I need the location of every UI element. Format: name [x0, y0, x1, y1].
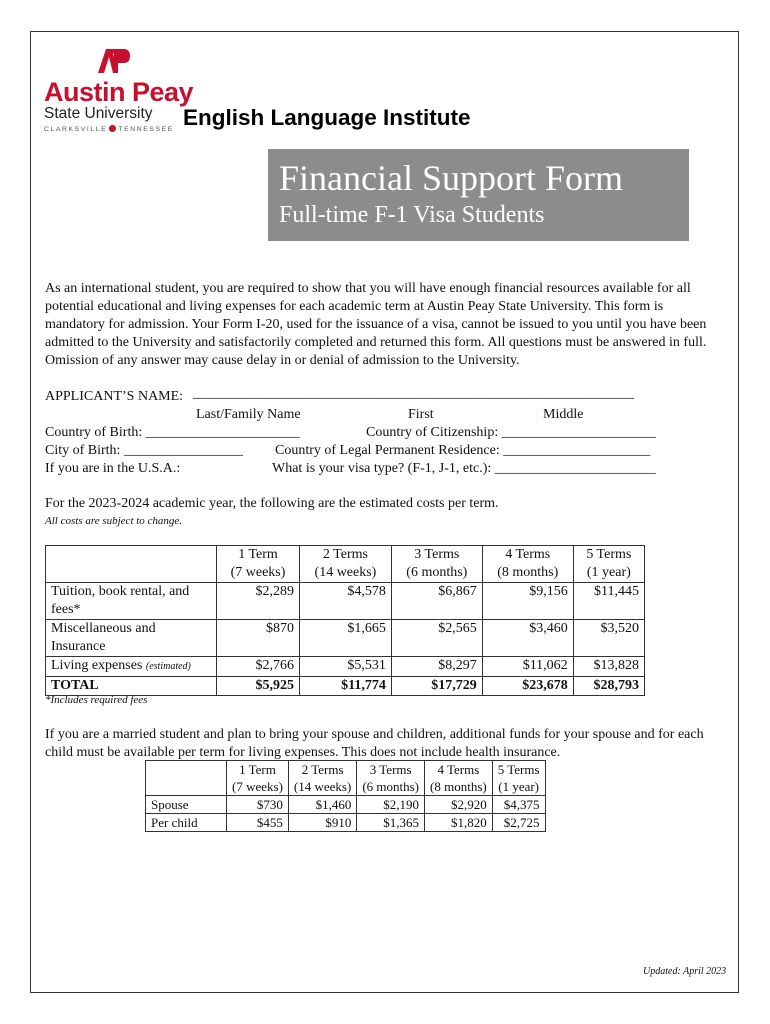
- cost-cell: $1,665: [300, 620, 392, 657]
- table-row: [46, 657, 645, 677]
- seal-icon: [109, 125, 116, 132]
- header-cell: 5 Terms (1 year): [492, 761, 545, 796]
- updated-date: Updated: April 2023: [643, 966, 727, 977]
- header-cell: 2 Terms (14 weeks): [300, 546, 392, 583]
- estimated-note: (estimated): [145, 661, 191, 672]
- in-usa-label: If you are in the U.S.A.:: [45, 461, 181, 476]
- visa-type-field[interactable]: What is your visa type? (F-1, J-1, etc.): _______________________: [272, 461, 656, 476]
- intro-paragraph: As an international student, you are required to show that you will have enough financial resources available for all potential educational and living expenses for each academic term at Austin Peay State University. This form is mandatory for admission. Your Form I-20, used for the issuance of a visa, cannot be issued to you until you have been admitted to the University and satisfactorily completed and returned this form. All questions must be answered in full. Omission of any answer may cause delay in or denial of admission to the University.: [45, 281, 707, 368]
- header-cell: 5 Terms (1 year): [573, 546, 644, 583]
- costs-note: All costs are subject to change.: [45, 515, 183, 527]
- cost-cell: $3,520: [573, 620, 644, 657]
- table-header-row: [146, 761, 546, 796]
- header-cell: 3 Terms (6 months): [391, 546, 482, 583]
- middle-name-caption: Middle: [543, 407, 584, 422]
- country-of-citizenship-field[interactable]: Country of Citizenship: ______________________: [366, 425, 656, 440]
- row-label-tuition: Tuition, book rental, and fees*: [46, 583, 217, 620]
- country-of-birth-field[interactable]: Country of Birth: ______________________: [45, 425, 300, 440]
- total-cell: $11,774: [300, 677, 392, 696]
- total-row: [46, 677, 645, 696]
- cost-cell: $4,375: [492, 796, 545, 814]
- header-cell: 4 Terms (8 months): [425, 761, 493, 796]
- cost-cell: $11,062: [482, 657, 573, 677]
- first-name-caption: First: [408, 407, 434, 422]
- cost-cell: $2,766: [217, 657, 300, 677]
- costs-intro: For the 2023-2024 academic year, the following are the estimated costs per term.: [45, 496, 499, 511]
- permanent-residence-field[interactable]: Country of Legal Permanent Residence: _____________________: [275, 443, 651, 458]
- cost-cell: $11,445: [573, 583, 644, 620]
- table-row: [146, 814, 546, 832]
- cost-cell: $13,828: [573, 657, 644, 677]
- logo-state: TENNESSEE: [118, 126, 174, 133]
- cost-cell: $730: [227, 796, 289, 814]
- applicant-name-label: APPLICANT’S NAME:: [45, 389, 184, 404]
- ap-monogram-icon: [96, 47, 130, 73]
- cost-cell: $1,365: [357, 814, 425, 832]
- header-blank-cell: [146, 761, 227, 796]
- cost-cell: $2,920: [425, 796, 493, 814]
- total-cell: $28,793: [573, 677, 644, 696]
- cost-cell: $910: [288, 814, 356, 832]
- logo-city: CLARKSVILLE: [44, 126, 108, 133]
- row-label-spouse: Spouse: [146, 796, 227, 814]
- form-title-box: [268, 149, 689, 241]
- costs-footnote: *Includes required fees: [45, 694, 148, 706]
- cost-cell: $9,156: [482, 583, 573, 620]
- applicant-name-field[interactable]: _______________________________________________________________: [193, 386, 634, 401]
- cost-cell: $4,578: [300, 583, 392, 620]
- total-cell: $5,925: [217, 677, 300, 696]
- logo-location: [44, 125, 184, 133]
- cost-cell: $6,867: [391, 583, 482, 620]
- row-label-misc: Miscellaneous and Insurance: [46, 620, 217, 657]
- form-title: Financial Support Form: [279, 158, 623, 198]
- table-row: [46, 583, 645, 620]
- header-cell: 2 Terms (14 weeks): [288, 761, 356, 796]
- cost-cell: $1,460: [288, 796, 356, 814]
- cost-cell: $2,289: [217, 583, 300, 620]
- cost-cell: $1,820: [425, 814, 493, 832]
- total-cell: $17,729: [391, 677, 482, 696]
- family-paragraph: If you are a married student and plan to bring your spouse and children, additional funds for your spouse and for each child must be available per term for living expenses. This does not include health insurance.: [45, 727, 704, 760]
- row-label-living: [46, 657, 217, 677]
- cost-cell: $870: [217, 620, 300, 657]
- cost-cell: $8,297: [391, 657, 482, 677]
- table-row: [146, 796, 546, 814]
- cost-cell: $3,460: [482, 620, 573, 657]
- cost-cell: $2,725: [492, 814, 545, 832]
- cost-cell: $5,531: [300, 657, 392, 677]
- institute-name: English Language Institute: [183, 105, 471, 130]
- cost-cell: $455: [227, 814, 289, 832]
- table-header-row: [46, 546, 645, 583]
- logo-sub: State University: [44, 105, 153, 122]
- cost-cell: $2,565: [391, 620, 482, 657]
- city-of-birth-field[interactable]: City of Birth: _________________: [45, 443, 243, 458]
- header-blank-cell: [46, 546, 217, 583]
- table-row: [46, 620, 645, 657]
- total-cell: $23,678: [482, 677, 573, 696]
- logo-name: Austin Peay: [44, 77, 194, 107]
- last-name-caption: Last/Family Name: [196, 407, 301, 422]
- total-label: TOTAL: [46, 677, 217, 696]
- header-cell: 1 Term (7 weeks): [227, 761, 289, 796]
- living-label: Living expenses: [51, 658, 143, 673]
- apsu-logo: [44, 47, 194, 133]
- row-label-per-child: Per child: [146, 814, 227, 832]
- family-costs-table: [145, 760, 546, 832]
- form-subtitle: Full-time F-1 Visa Students: [279, 202, 545, 228]
- costs-table: [45, 545, 645, 696]
- cost-cell: $2,190: [357, 796, 425, 814]
- header-cell: 4 Terms (8 months): [482, 546, 573, 583]
- header-cell: 1 Term (7 weeks): [217, 546, 300, 583]
- header-cell: 3 Terms (6 months): [357, 761, 425, 796]
